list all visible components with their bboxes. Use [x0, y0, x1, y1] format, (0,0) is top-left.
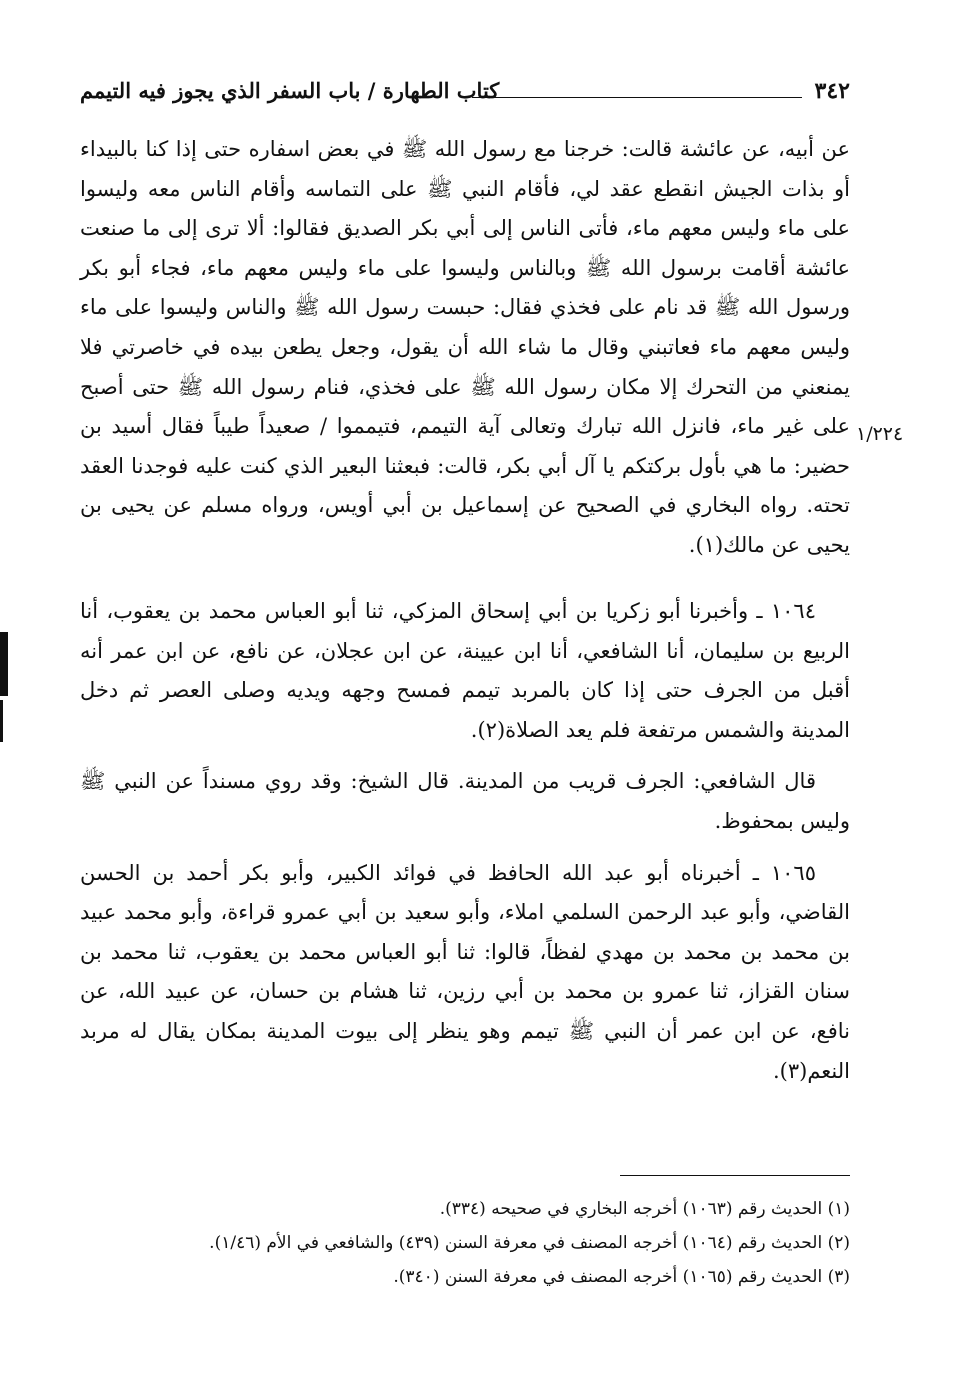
footnote-2: (٢) الحديث رقم (١٠٦٤) أخرجه المصنف في معرفة السنن (٤٣٩) والشافعي في الأم (١/٤٦). [209, 1233, 850, 1253]
margin-reference: ١/٢٢٤ [856, 423, 904, 445]
chapter-title: كتاب الطهارة / باب السفر الذي يجوز فيه التيمم [80, 78, 500, 103]
paragraph-hadith-1064: ١٠٦٤ ـ وأخبرنا أبو زكريا بن أبي إسحاق المزكي، ثنا أبو العباس محمد بن يعقوب، أنا الربيع بن سليمان، أنا الشافعي، أنا ابن عيينة، عن ابن عجلان، عن نافع، عن ابن عمر أنه أقبل من الجرف حتى إذا كان بالمربد تيمم فمسح وجهه ويديه وصلى العصر ثم دخل المدينة والشمس مرتفعة فلم يعد الصلاة(٢). [80, 599, 850, 742]
edge-mark [0, 632, 8, 696]
header-rule [472, 97, 802, 98]
main-text [80, 130, 850, 1091]
footnote-separator [620, 1175, 850, 1176]
footnotes [80, 1192, 850, 1294]
page-number: ٣٤٢ [814, 78, 850, 104]
running-header [80, 78, 850, 114]
footnote-3: (٣) الحديث رقم (١٠٦٥) أخرجه المصنف في معرفة السنن (٣٤٠). [393, 1267, 850, 1287]
paragraph-hadith-1065: ١٠٦٥ ـ أخبرناه أبو عبد الله الحافظ في فوائد الكبير، وأبو بكر أحمد بن الحسن القاضي، وأبو عبد الرحمن السلمي املاء، وأبو سعيد بن أبي عمرو قراءة، وأبو محمد عبيد بن محمد بن محمد بن مهدي لفظاً، قالوا: ثنا أبو العباس محمد بن يعقوب، ثنا محمد بن سنان القزاز، ثنا عمرو بن محمد بن أبي رزين، ثنا هشام بن حسان، عن عبيد الله، عن نافع، عن ابن عمر أن النبي ﷺ تيمم وهو ينظر إلى بيوت المدينة بمكان يقال له مربد النعم(٣). [80, 860, 850, 1083]
paragraph-shafii-comment: قال الشافعي: الجرف قريب من المدينة. قال الشيخ: وقد روي مسنداً عن النبي ﷺ وليس بمحفوظ. [80, 769, 850, 833]
paragraph-hadith-1063: عن أبيه، عن عائشة قالت: خرجنا مع رسول الله ﷺ في بعض اسفاره حتى إذا كنا بالبيداء أو بذات الجيش انقطع عقد لي، فأقام النبي ﷺ على التماسه وأقام الناس معه وليسوا على ماء وليس معهم ماء، فأتى الناس إلى أبي بكر الصديق فقالوا: ألا ترى إلى ما صنعت عائشة أقامت برسول الله ﷺ وبالناس وليسوا على ماء وليس معهم ماء، فجاء أبو بكر ورسول الله ﷺ قد نام على فخذي فقال: حبست رسول الله ﷺ والناس وليسوا على ماء وليس معهم ماء فعاتبني وقال ما شاء الله أن يقول، وجعل يطعن بيده في خاصرتي فلا يمنعني من التحرك إلا مكان رسول الله ﷺ على فخذي، فنام رسول الله ﷺ حتى أصبح على غير ماء، فانزل الله تبارك وتعالى آية التيمم، فتيمموا / صعيداً طيباً فقال أسيد بن حضير: ما هي بأول بركتكم يا آل أبي بكر، قالت: فبعثنا البعير الذي كنت عليه فوجدنا العقد تحته. رواه البخاري في الصحيح عن إسماعيل بن أبي أويس، ورواه مسلم عن يحيى بن يحيى عن مالك(١). [80, 137, 850, 557]
edge-mark-secondary [0, 700, 3, 742]
footnote-1: (١) الحديث رقم (١٠٦٣) أخرجه البخاري في صحيحه (٣٣٤). [439, 1199, 850, 1219]
